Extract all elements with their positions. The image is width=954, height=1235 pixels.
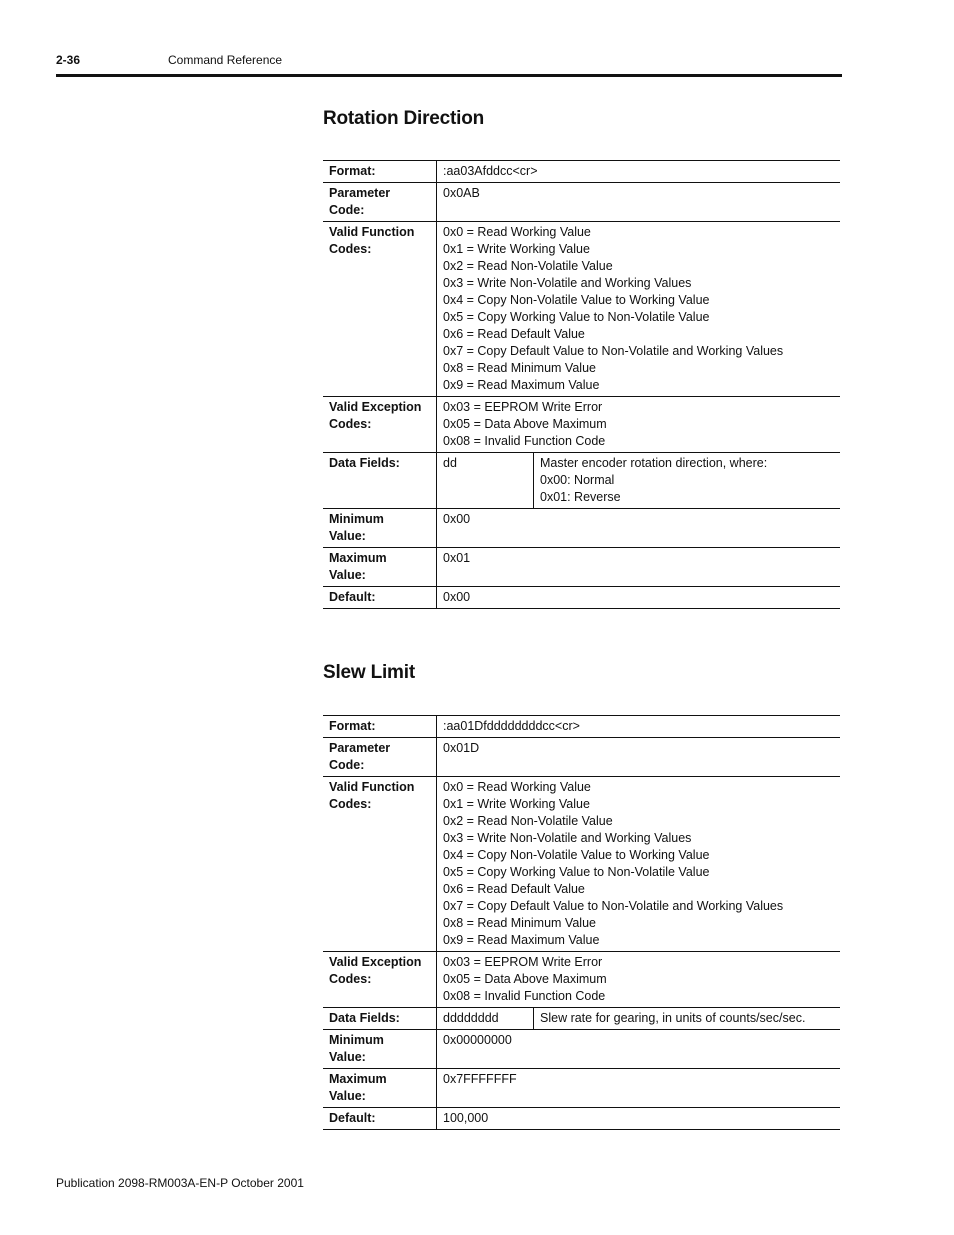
format-value: :aa03Afddcc<cr> bbox=[437, 161, 841, 183]
list-item: 0x4 = Copy Non-Volatile Value to Working Value bbox=[443, 848, 710, 862]
minimum-value: 0x00 bbox=[437, 509, 841, 548]
minimum-label: Minimum Value: bbox=[323, 1030, 437, 1069]
parameter-code-label: Parameter Code: bbox=[323, 738, 437, 777]
description-line: 0x01: Reverse bbox=[540, 490, 621, 504]
exception-codes-label: Valid Exception Codes: bbox=[323, 952, 437, 1008]
function-codes-row bbox=[323, 222, 840, 397]
exception-codes-label: Valid Exception Codes: bbox=[323, 397, 437, 453]
data-field-name: dddddddd bbox=[437, 1008, 534, 1030]
data-fields-label: Data Fields: bbox=[323, 1008, 437, 1030]
parameter-code-value: 0x0AB bbox=[437, 183, 841, 222]
exception-codes-row bbox=[323, 952, 840, 1008]
list-item: 0x7 = Copy Default Value to Non-Volatile and Working Values bbox=[443, 899, 784, 913]
list-item: 0x03 = EEPROM Write Error bbox=[443, 400, 603, 414]
description-line: Slew rate for gearing, in units of counts/sec/sec. bbox=[540, 1011, 806, 1025]
section-title-slew-limit: Slew Limit bbox=[323, 662, 415, 683]
list-item: 0x05 = Data Above Maximum bbox=[443, 417, 607, 431]
list-item: 0x2 = Read Non-Volatile Value bbox=[443, 259, 613, 273]
list-item: 0x2 = Read Non-Volatile Value bbox=[443, 814, 613, 828]
parameter-code-label: Parameter Code: bbox=[323, 183, 437, 222]
data-fields-row bbox=[323, 1008, 840, 1030]
minimum-value: 0x00000000 bbox=[437, 1030, 841, 1069]
list-item: 0x0 = Read Working Value bbox=[443, 780, 591, 794]
default-value: 100,000 bbox=[437, 1108, 841, 1130]
list-item: 0x5 = Copy Working Value to Non-Volatile Value bbox=[443, 310, 710, 324]
format-label: Format: bbox=[323, 716, 437, 738]
format-row bbox=[323, 161, 840, 183]
exception-codes-list bbox=[437, 952, 841, 1008]
spec-table-rotation-direction bbox=[323, 160, 840, 609]
list-item: 0x1 = Write Working Value bbox=[443, 797, 590, 811]
parameter-code-row bbox=[323, 738, 840, 777]
maximum-row bbox=[323, 548, 840, 587]
format-value: :aa01Dfddddddddcc<cr> bbox=[437, 716, 841, 738]
format-label: Format: bbox=[323, 161, 437, 183]
maximum-value: 0x7FFFFFFF bbox=[437, 1069, 841, 1108]
default-label: Default: bbox=[323, 1108, 437, 1130]
minimum-row bbox=[323, 1030, 840, 1069]
list-item: 0x9 = Read Maximum Value bbox=[443, 378, 600, 392]
function-codes-label: Valid Function Codes: bbox=[323, 222, 437, 397]
data-field-description bbox=[534, 1008, 841, 1030]
section-title-rotation-direction: Rotation Direction bbox=[323, 108, 485, 129]
description-line: Master encoder rotation direction, where: bbox=[540, 456, 768, 470]
list-item: 0x03 = EEPROM Write Error bbox=[443, 955, 603, 969]
maximum-value: 0x01 bbox=[437, 548, 841, 587]
default-row bbox=[323, 1108, 840, 1130]
list-item: 0x6 = Read Default Value bbox=[443, 327, 585, 341]
maximum-label: Maximum Value: bbox=[323, 548, 437, 587]
function-codes-row bbox=[323, 777, 840, 952]
data-fields-label: Data Fields: bbox=[323, 453, 437, 509]
publication-footer: Publication 2098-RM003A-EN-P October 2001 bbox=[56, 1176, 304, 1190]
exception-codes-row bbox=[323, 397, 840, 453]
list-item: 0x1 = Write Working Value bbox=[443, 242, 590, 256]
default-label: Default: bbox=[323, 587, 437, 609]
default-row bbox=[323, 587, 840, 609]
parameter-code-row bbox=[323, 183, 840, 222]
exception-codes-list bbox=[437, 397, 841, 453]
list-item: 0x5 = Copy Working Value to Non-Volatile Value bbox=[443, 865, 710, 879]
parameter-code-value: 0x01D bbox=[437, 738, 841, 777]
spec-table-slew-limit bbox=[323, 715, 840, 1130]
list-item: 0x3 = Write Non-Volatile and Working Values bbox=[443, 276, 692, 290]
maximum-row bbox=[323, 1069, 840, 1108]
list-item: 0x7 = Copy Default Value to Non-Volatile and Working Values bbox=[443, 344, 784, 358]
maximum-label: Maximum Value: bbox=[323, 1069, 437, 1108]
list-item: 0x05 = Data Above Maximum bbox=[443, 972, 607, 986]
minimum-label: Minimum Value: bbox=[323, 509, 437, 548]
list-item: 0x6 = Read Default Value bbox=[443, 882, 585, 896]
list-item: 0x08 = Invalid Function Code bbox=[443, 434, 606, 448]
list-item: 0x4 = Copy Non-Volatile Value to Working Value bbox=[443, 293, 710, 307]
running-title: Command Reference bbox=[168, 53, 283, 67]
list-item: 0x0 = Read Working Value bbox=[443, 225, 591, 239]
function-codes-list bbox=[437, 777, 841, 952]
list-item: 0x9 = Read Maximum Value bbox=[443, 933, 600, 947]
list-item: 0x8 = Read Minimum Value bbox=[443, 916, 596, 930]
description-line: 0x00: Normal bbox=[540, 473, 615, 487]
page-number: 2-36 bbox=[56, 53, 81, 67]
function-codes-label: Valid Function Codes: bbox=[323, 777, 437, 952]
default-value: 0x00 bbox=[437, 587, 841, 609]
data-field-name: dd bbox=[437, 453, 534, 509]
format-row bbox=[323, 716, 840, 738]
minimum-row bbox=[323, 509, 840, 548]
list-item: 0x8 = Read Minimum Value bbox=[443, 361, 596, 375]
list-item: 0x08 = Invalid Function Code bbox=[443, 989, 606, 1003]
function-codes-list bbox=[437, 222, 841, 397]
header-rule bbox=[56, 74, 842, 77]
data-field-description bbox=[534, 453, 841, 509]
data-fields-row bbox=[323, 453, 840, 509]
list-item: 0x3 = Write Non-Volatile and Working Values bbox=[443, 831, 692, 845]
